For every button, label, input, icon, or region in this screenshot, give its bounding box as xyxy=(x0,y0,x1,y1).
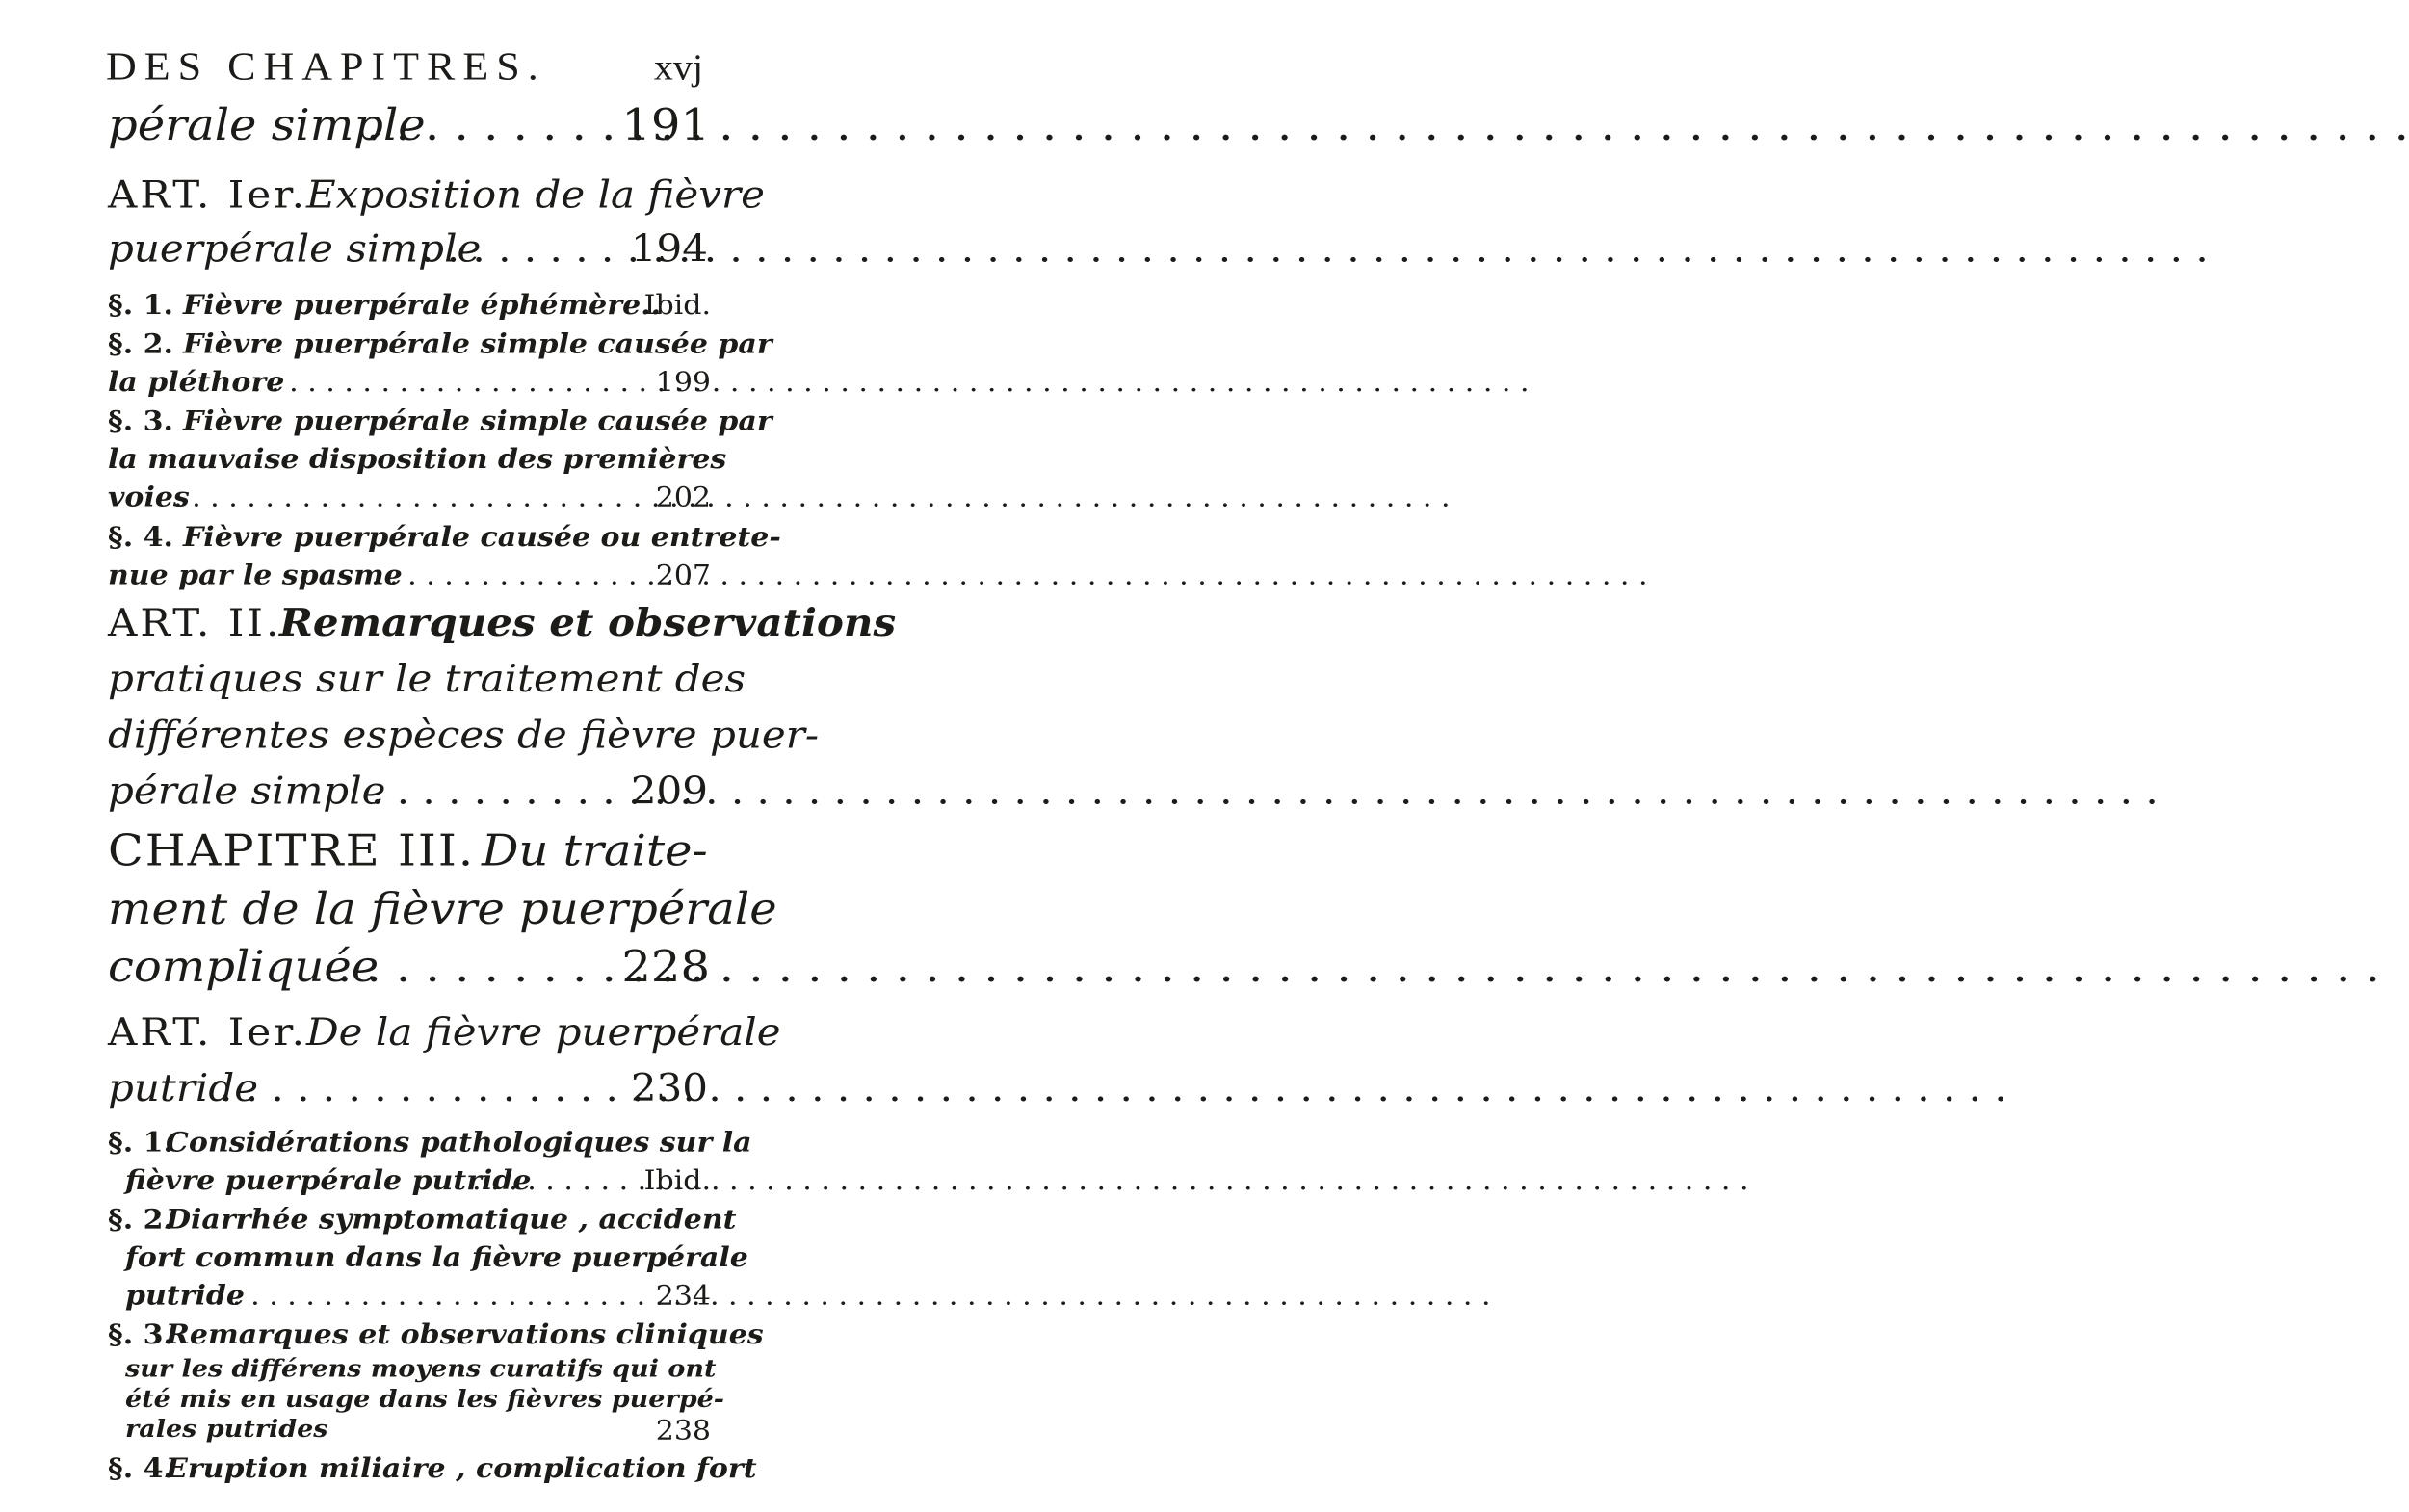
toc-entry-line: sur les différens moyens curatifs qui ont xyxy=(125,1355,717,1384)
toc-entry-line: fièvre puerpérale putride xyxy=(125,1164,532,1197)
chapter-heading: CHAPITRE III. xyxy=(108,825,476,876)
page-number: 194 xyxy=(630,226,708,272)
leader-dots xyxy=(371,769,614,813)
toc-entry-line: Fièvre puerpérale simple causée par xyxy=(183,405,772,438)
toc-entry-prefix: ART. Ier. xyxy=(108,1009,308,1055)
leader-dots xyxy=(173,482,651,513)
leader-dots xyxy=(220,1065,614,1109)
toc-entry-line: différentes espèces de fièvre puer- xyxy=(108,712,820,757)
section-mark: §. 3. xyxy=(108,405,173,438)
section-mark: §. 4. xyxy=(108,521,173,554)
section-mark: §. 2. xyxy=(108,1204,173,1237)
leader-dots xyxy=(366,99,621,150)
section-mark: §. 1. xyxy=(108,289,173,322)
leader-dots xyxy=(214,1280,651,1312)
page-number: 191 xyxy=(621,99,710,151)
toc-entry-line: pratiques sur le traitement des xyxy=(108,656,746,701)
toc-entry-line: De la fièvre puerpérale xyxy=(306,1009,781,1055)
toc-entry-line: Du traite- xyxy=(482,825,708,876)
section-mark: §. 2. xyxy=(108,328,173,361)
section-mark: §. 1. xyxy=(108,1127,173,1160)
running-title: DES CHAPITRES. xyxy=(106,44,546,90)
leader-dots xyxy=(421,226,614,271)
page-number: 199 xyxy=(655,366,711,399)
section-mark: §. 4. xyxy=(108,1452,173,1485)
toc-entry-line: nue par le spasme xyxy=(108,559,403,591)
toc-entry-line: putride xyxy=(125,1280,245,1313)
toc-entry-line: rales putrides xyxy=(125,1415,328,1444)
toc-entry-line: puerpérale simple xyxy=(108,226,482,272)
leader-dots xyxy=(252,367,651,399)
toc-entry-line: fort commun dans la fièvre puerpérale xyxy=(125,1241,748,1274)
page-number: 234 xyxy=(655,1280,711,1313)
toc-entry-line: Eruption miliaire , complication fort xyxy=(166,1452,757,1485)
leader-dots xyxy=(371,560,651,591)
toc-entry-line: Fièvre puerpérale éphémère.. xyxy=(183,289,662,322)
page-number: 207 xyxy=(655,559,711,591)
section-mark: §. 3. xyxy=(108,1318,173,1351)
toc-entry-line: ment de la fièvre puerpérale xyxy=(108,883,777,935)
page-number: 228 xyxy=(621,941,710,993)
page-number: 238 xyxy=(655,1415,711,1447)
toc-entry-line: voies xyxy=(108,482,190,513)
toc-entry-line: compliquée xyxy=(108,941,380,993)
toc-page xyxy=(0,0,897,1485)
toc-entry-line: la pléthore xyxy=(108,366,285,399)
page-number: Ibid. xyxy=(643,1164,711,1197)
toc-entry-prefix: ART. Ier. xyxy=(108,171,308,217)
toc-entry-line: putride xyxy=(108,1065,259,1110)
toc-entry-line: Diarrhée symptomatique , accident xyxy=(166,1204,737,1237)
toc-entry-line: pérale simple xyxy=(108,769,386,814)
toc-entry-line: Remarques et observations xyxy=(279,600,897,645)
running-header xyxy=(106,43,703,97)
toc-entry-line: pérale simple xyxy=(108,99,426,151)
page-number: 202 xyxy=(655,482,711,513)
toc-entry-line: Fièvre puerpérale causée ou entrete- xyxy=(183,521,781,554)
page-number: 230 xyxy=(630,1065,708,1110)
toc-entry-line: Exposition de la fièvre xyxy=(306,171,765,217)
leader-dots xyxy=(337,942,609,993)
toc-entry-prefix: ART. II. xyxy=(108,600,282,645)
toc-entry-line: Fièvre puerpérale simple causée par xyxy=(183,328,772,361)
page-number: Ibid. xyxy=(643,289,711,322)
folio: xvj xyxy=(653,46,703,89)
toc-entry-line: été mis en usage dans les fièvres puerpé- xyxy=(125,1385,724,1414)
page-number: 209 xyxy=(630,769,708,814)
toc-entry-line: Remarques et observations cliniques xyxy=(166,1318,764,1351)
toc-entry-line: la mauvaise disposition des premières xyxy=(108,443,727,476)
toc-entry-line: Considérations pathologiques sur la xyxy=(166,1127,752,1160)
